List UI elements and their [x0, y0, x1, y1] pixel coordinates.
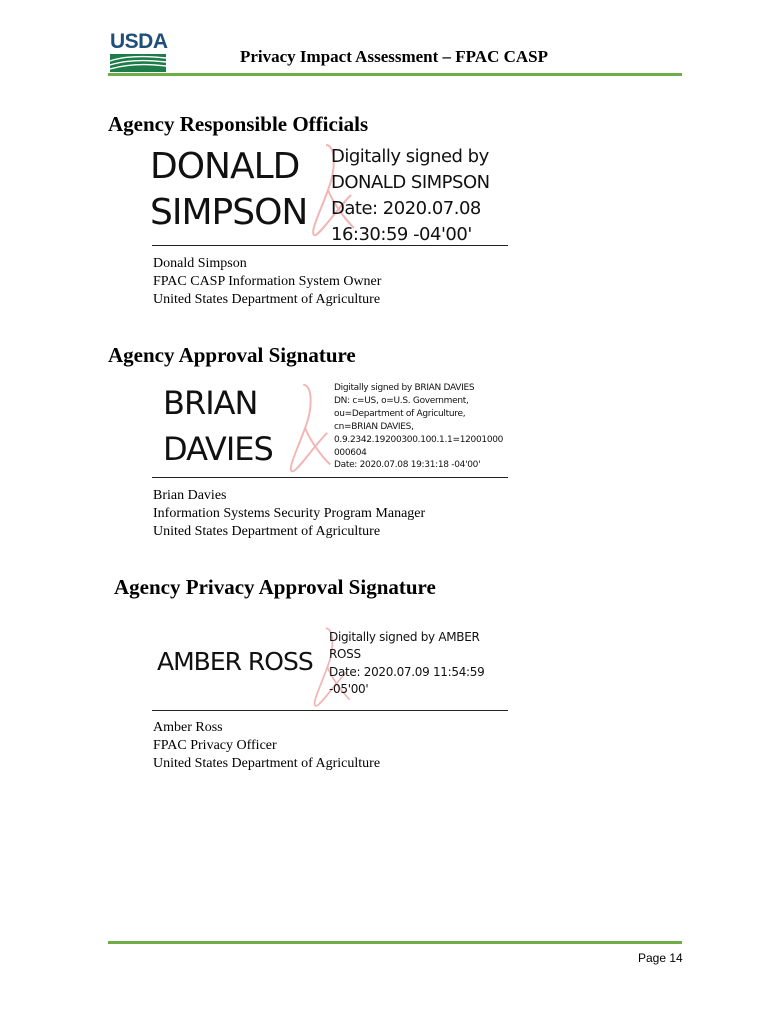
signature-details: Digitally signed by AMBER ROSS Date: 2020.07.09 11:54:59 -05'00'	[329, 630, 485, 697]
digital-signature-donald-simpson	[148, 140, 510, 248]
section-heading-privacy-approval: Agency Privacy Approval Signature	[114, 575, 436, 599]
signature-line	[152, 477, 508, 478]
digital-signature-amber-ross	[148, 624, 510, 714]
official-name: Donald Simpson	[153, 256, 247, 271]
page-header-title: Privacy Impact Assessment – FPAC CASP	[239, 47, 548, 66]
signature-name-line-2: SIMPSON	[150, 192, 308, 233]
signature-details: Digitally signed by BRIAN DAVIES DN: c=US, o=U.S. Government, ou=Department of Agriculture, cn=BRIAN DAVIES, 0.9.2342.19200300.100.1.1=12001000 000604 Date: 2020.07.08 19:31:18 -04'00'	[334, 383, 504, 471]
signature-line	[152, 710, 508, 711]
approver-name: Brian Davies	[153, 488, 227, 503]
official-organization: United States Department of Agriculture	[153, 292, 381, 307]
approver-role: Information Systems Security Program Manager	[153, 506, 426, 521]
privacy-officer-organization: United States Department of Agriculture	[153, 756, 381, 771]
usda-logo-text: USDA	[110, 30, 168, 53]
section-heading-responsible-officials: Agency Responsible Officials	[108, 112, 369, 136]
signature-name-line-1: BRIAN	[163, 384, 258, 422]
privacy-officer-role: FPAC Privacy Officer	[153, 738, 277, 753]
signature-details: Digitally signed by DONALD SIMPSON Date: 2020.07.08 16:30:59 -04'00'	[331, 146, 490, 245]
approver-organization: United States Department of Agriculture	[153, 524, 381, 539]
signature-line	[152, 245, 508, 246]
signature-name: AMBER ROSS	[157, 647, 313, 676]
signature-name-line-1: DONALD	[150, 146, 300, 187]
header-divider	[108, 73, 682, 76]
adobe-signature-watermark-icon	[283, 380, 333, 476]
digital-signature-brian-davies	[148, 378, 510, 480]
privacy-officer-name: Amber Ross	[153, 720, 223, 735]
official-role: FPAC CASP Information System Owner	[153, 274, 382, 289]
signature-name-line-2: DAVIES	[163, 430, 273, 468]
page-number: Page 14	[638, 951, 683, 965]
section-heading-approval-signature: Agency Approval Signature	[108, 343, 356, 367]
footer-divider	[108, 941, 682, 944]
